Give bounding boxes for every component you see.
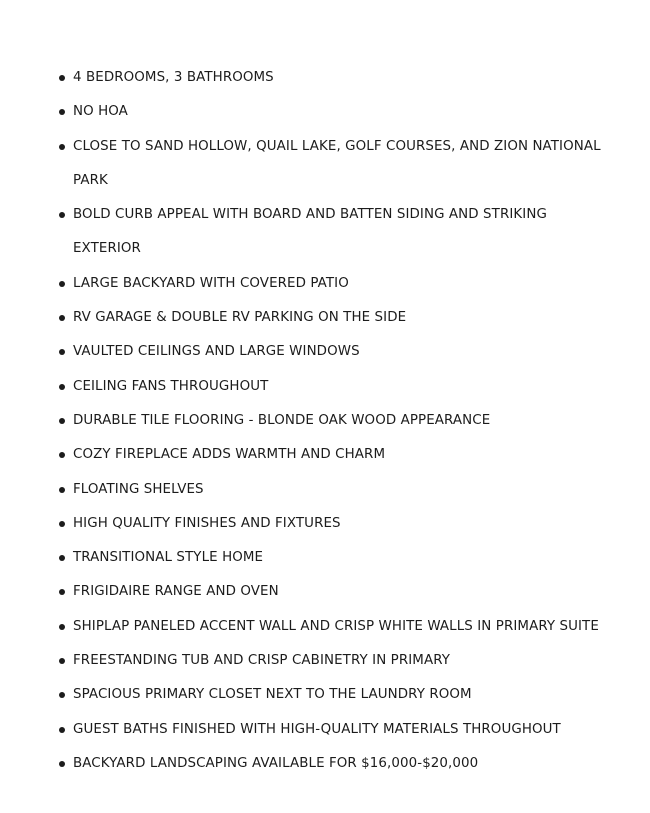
bullet-icon: [59, 761, 65, 767]
feature-text: DURABLE TILE FLOORING - BLONDE OAK WOOD APPEARANCE: [73, 412, 491, 428]
feature-list: [0, 61, 650, 781]
bullet-icon: [59, 452, 65, 458]
bullet-icon: [59, 692, 65, 698]
bullet-icon: [59, 315, 65, 321]
feature-text: BACKYARD LANDSCAPING AVAILABLE FOR $16,000-$20,000: [73, 755, 479, 771]
feature-text: VAULTED CEILINGS AND LARGE WINDOWS: [73, 344, 360, 360]
feature-item: [0, 610, 650, 644]
bullet-icon: [59, 109, 65, 115]
feature-item: [0, 541, 650, 575]
feature-item: [0, 713, 650, 747]
feature-item: [0, 61, 650, 95]
bullet-icon: [59, 418, 65, 424]
feature-item: [0, 130, 650, 199]
bullet-icon: [59, 212, 65, 218]
feature-text: FRIGIDAIRE RANGE AND OVEN: [73, 584, 279, 600]
feature-text: FLOATING SHELVES: [73, 481, 204, 497]
feature-text: CEILING FANS THROUGHOUT: [73, 378, 269, 394]
bullet-icon: [59, 75, 65, 81]
feature-text: SPACIOUS PRIMARY CLOSET NEXT TO THE LAUNDRY ROOM: [73, 687, 472, 703]
bullet-icon: [59, 658, 65, 664]
feature-item: [0, 267, 650, 301]
feature-text: RV GARAGE & DOUBLE RV PARKING ON THE SIDE: [73, 310, 407, 326]
feature-text: SHIPLAP PANELED ACCENT WALL AND CRISP WHITE WALLS IN PRIMARY SUITE: [73, 618, 599, 634]
bullet-icon: [59, 144, 65, 150]
feature-text: NO HOA: [73, 104, 128, 120]
feature-item: [0, 575, 650, 609]
feature-item: [0, 370, 650, 404]
feature-text: FREESTANDING TUB AND CRISP CABINETRY IN PRIMARY: [73, 653, 451, 669]
feature-item: [0, 95, 650, 129]
feature-text: HIGH QUALITY FINISHES AND FIXTURES: [73, 515, 341, 531]
feature-text: CLOSE TO SAND HOLLOW, QUAIL LAKE, GOLF COURSES, AND ZION NATIONAL PARK: [73, 138, 601, 188]
bullet-icon: [59, 384, 65, 390]
feature-text: TRANSITIONAL STYLE HOME: [73, 550, 264, 566]
feature-text: 4 BEDROOMS, 3 BATHROOMS: [73, 70, 274, 85]
feature-text: BOLD CURB APPEAL WITH BOARD AND BATTEN SIDING AND STRIKING EXTERIOR: [73, 207, 547, 257]
feature-item: [0, 644, 650, 678]
feature-item: [0, 678, 650, 712]
bullet-icon: [59, 555, 65, 561]
feature-item: [0, 507, 650, 541]
bullet-icon: [59, 727, 65, 733]
feature-item: [0, 404, 650, 438]
bullet-icon: [59, 281, 65, 287]
feature-item: [0, 747, 650, 781]
feature-item: [0, 301, 650, 335]
bullet-icon: [59, 624, 65, 630]
bullet-icon: [59, 487, 65, 493]
bullet-icon: [59, 349, 65, 355]
feature-item: [0, 335, 650, 369]
bullet-icon: [59, 589, 65, 595]
feature-text: LARGE BACKYARD WITH COVERED PATIO: [73, 275, 349, 291]
bullet-icon: [59, 521, 65, 527]
feature-text: GUEST BATHS FINISHED WITH HIGH-QUALITY MATERIALS THROUGHOUT: [73, 721, 561, 737]
feature-text: COZY FIREPLACE ADDS WARMTH AND CHARM: [73, 447, 386, 463]
feature-item: [0, 473, 650, 507]
feature-item: [0, 198, 650, 267]
feature-item: [0, 438, 650, 472]
